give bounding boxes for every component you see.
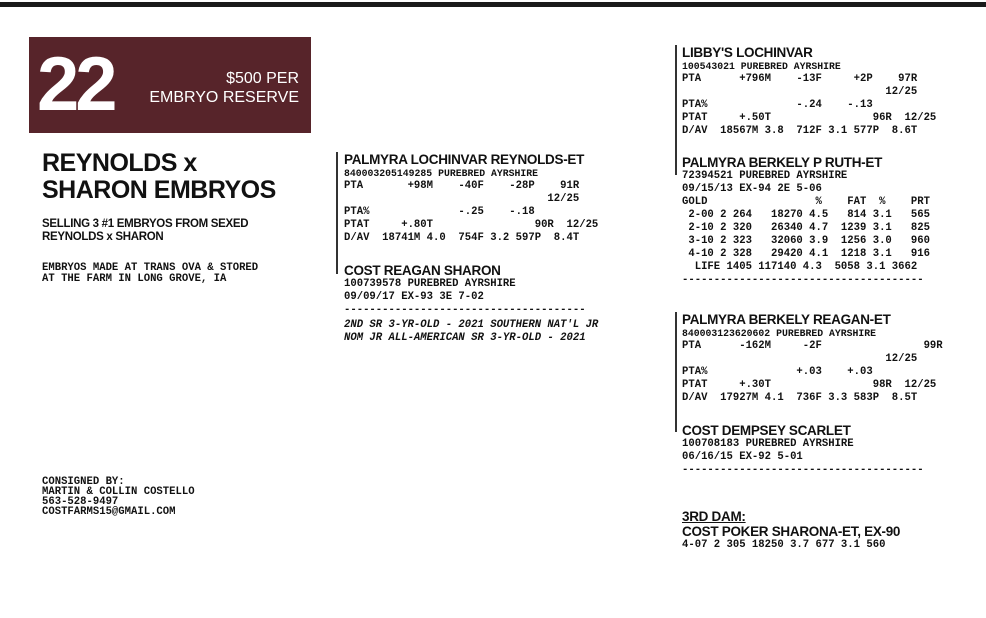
price-sub-line: EMBRYO RESERVE [149,89,299,106]
third-dam-record: 4-07 2 305 18250 3.7 677 3.1 560 [682,539,886,551]
sire-sire-reg: 100543021 PUREBRED AYRSHIRE [682,61,841,72]
dam-name: COST REAGAN SHARON [344,263,501,278]
headline-line: REYNOLDS x [42,149,197,177]
subhead-line: REYNOLDS x SHARON [42,231,164,243]
lot-number: 22 [37,42,114,127]
dam-info: 100739578 PUREBRED AYRSHIRE 09/09/17 EX-93 3E 7-02 -------------------------------------- [344,278,586,316]
sire-sire-block [682,45,936,138]
sire-dam-info: 72394521 PUREBRED AYRSHIRE 09/15/13 EX-94 2E 5-06 [682,170,848,195]
third-dam-block [682,509,900,552]
price-line: $500 PER [226,70,299,87]
sire-reg: 840003205149285 PUREBRED AYRSHIRE [344,168,539,179]
lot-banner [29,37,311,133]
divider [336,152,338,274]
subheadline [42,218,248,244]
dam-block [344,263,598,345]
subhead-line: SELLING 3 #1 EMBRYOS FROM SEXED [42,218,249,230]
dam-sire-stats: PTA -162M -2F 99R 12/25 PTA% +.03 +.03 PTAT +.30T 98R 12/25 D/AV 17927M 4.1 736F 3.3 583P 8.5T [682,340,943,404]
headline-line: SHARON EMBRYOS [42,176,276,204]
sire-stats: PTA +98M -40F -28P 91R 12/25 PTA% -.25 -.18 PTAT +.80T 90R 12/25 D/AV 18741M 4.0 754F 3.2 597P 8.4T [344,180,599,244]
sire-block [344,152,598,245]
third-dam-label: 3RD DAM: [682,509,746,524]
dam-sire-name: PALMYRA BERKELY REAGAN-ET [682,312,891,327]
dam-sire-block [682,312,943,405]
dam-dam-name: COST DEMPSEY SCARLET [682,423,851,438]
sire-dam-name: PALMYRA BERKELY P RUTH-ET [682,155,883,170]
dam-sire-reg: 840003123620602 PUREBRED AYRSHIRE [682,328,877,339]
sire-dam-block [682,155,930,287]
dam-awards: 2ND SR 3-YR-OLD - 2021 SOUTHERN NAT'L JR NOM JR ALL-AMERICAN SR 3-YR-OLD - 2021 [344,319,599,344]
dam-dam-block [682,423,924,477]
consignor-info: CONSIGNED BY: MARTIN & COLLIN COSTELLO 563-528-9497 COSTFARMS15@GMAIL.COM [42,476,195,518]
sire-sire-stats: PTA +796M -13F +2P 97R 12/25 PTA% -.24 -.13 PTAT +.50T 96R 12/25 D/AV 18567M 3.8 712F 3.1 577P 8.6T [682,73,937,137]
divider [675,45,677,175]
divider [675,312,677,432]
embryo-note: EMBRYOS MADE AT TRANS OVA & STORED AT THE FARM IN LONG GROVE, IA [42,262,259,285]
top-rule [0,2,986,7]
lot-price [149,69,299,107]
sire-dam-records: GOLD % FAT % PRT 2-00 2 264 18270 4.5 814 3.1 565 2-10 2 320 26340 4.7 1239 3.1 825 3-10 2 323 32060 3.9 1256 3.0 960 4-10 2 328 29420 4.1 1218 3.1 916 LIFE 1405 117140 4.3 5058 3.1 3662 -------------------------------------- [682,196,930,286]
dam-dam-info: 100708183 PUREBRED AYRSHIRE 06/16/15 EX-92 5-01 -------------------------------------- [682,438,924,476]
sire-name: PALMYRA LOCHINVAR REYNOLDS-ET [344,152,585,167]
third-dam-name: COST POKER SHARONA-ET, EX-90 [682,524,901,539]
headline [42,150,276,204]
sire-sire-name: LIBBY'S LOCHINVAR [682,45,813,60]
